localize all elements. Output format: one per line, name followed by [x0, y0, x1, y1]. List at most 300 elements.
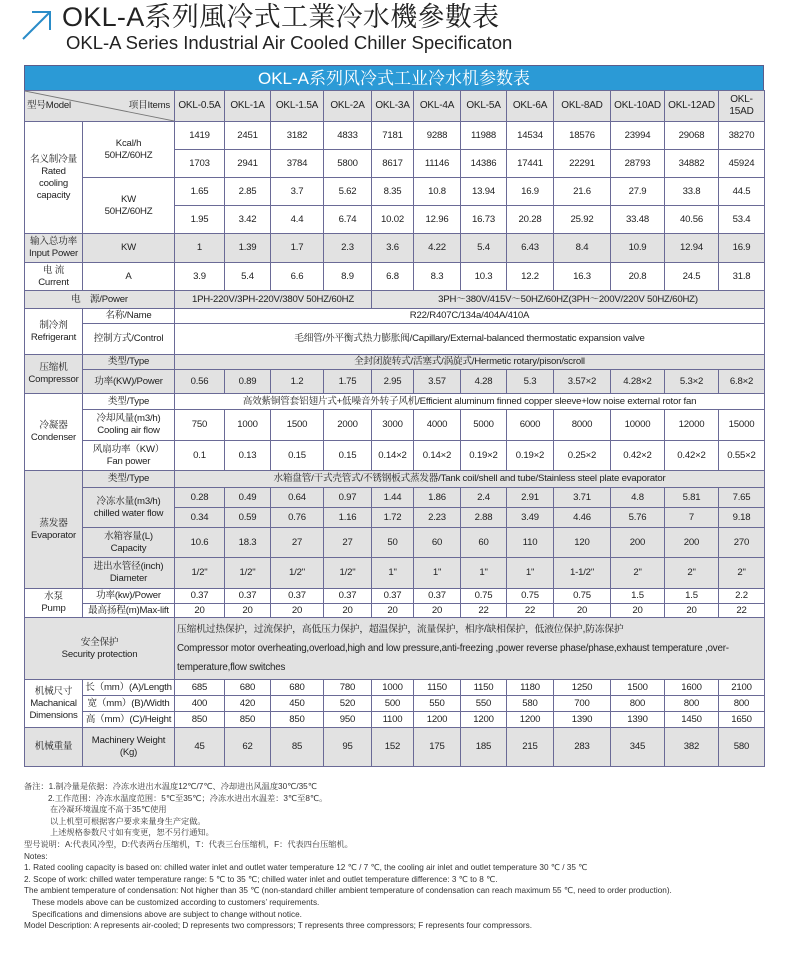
value-cell: 27: [324, 528, 372, 558]
note-line-cn: 备注：1.制冷量是依据：冷冻水进出水温度12℃/7℃、冷却进出风温度30℃/35℃: [24, 782, 317, 791]
page-heading: [0, 0, 790, 60]
value-span-cell: 水箱盘管/干式壳管式/不锈钢板式蒸发器/Tank coil/shell and tube/Stainless steel plate evaporator: [175, 471, 765, 488]
spec-table: [24, 90, 765, 767]
table-row: [25, 618, 765, 680]
value-cell: 12.94: [665, 234, 719, 263]
value-cell: 1-1/2": [554, 558, 611, 589]
value-cell: 0.15: [324, 441, 372, 471]
value-cell: 185: [461, 728, 507, 767]
note-line-en: These models above can be customized according to customers’ requirements.: [32, 897, 320, 907]
value-cell: 1500: [271, 410, 324, 441]
value-cell: 1.65: [175, 178, 225, 206]
value-cell: 5.76: [611, 508, 665, 528]
value-span-cell: 全封闭旋转式/活塞式/涡旋式/Hermetic rotary/pison/scroll: [175, 355, 765, 370]
note-line-en: Notes:: [24, 851, 48, 861]
value-cell: 2.88: [461, 508, 507, 528]
group-label-cell: 电 源/Power: [25, 291, 175, 309]
notes: [24, 781, 784, 932]
value-cell: 4.46: [554, 508, 611, 528]
item-label-cell: 冷冻水量(m3/h) chilled water flow: [83, 488, 175, 528]
value-cell: 3.57: [414, 370, 461, 394]
value-cell: 1200: [507, 712, 554, 728]
value-cell: 1.44: [372, 488, 414, 508]
value-cell: 3000: [372, 410, 414, 441]
table-row: [25, 528, 765, 558]
model-header: OKL-15AD: [719, 91, 765, 122]
item-label-cell: 风扇功率（KW） Fan power: [83, 441, 175, 471]
value-cell: 0.97: [324, 488, 372, 508]
item-label-cell: KW: [83, 234, 175, 263]
value-cell: 270: [719, 528, 765, 558]
value-cell: 10000: [611, 410, 665, 441]
value-cell: 3.9: [175, 263, 225, 291]
value-cell: 1000: [372, 680, 414, 696]
value-cell: 60: [461, 528, 507, 558]
value-cell: 33.8: [665, 178, 719, 206]
value-cell: 800: [611, 696, 665, 712]
group-label-cell: 蒸发器 Evaporator: [25, 471, 83, 589]
table-title: OKL-A系列风冷式工业冷水机参数表: [24, 65, 764, 90]
item-label-cell: 类型/Type: [83, 355, 175, 370]
model-header: OKL-6A: [507, 91, 554, 122]
value-cell: 2.91: [507, 488, 554, 508]
value-cell: 13.94: [461, 178, 507, 206]
group-label-cell: 机械重量: [25, 728, 83, 767]
value-cell: 1200: [414, 712, 461, 728]
value-cell: 152: [372, 728, 414, 767]
value-cell: 0.49: [225, 488, 271, 508]
value-cell: 2": [719, 558, 765, 589]
value-cell: 7181: [372, 122, 414, 150]
value-cell: 34882: [665, 150, 719, 178]
value-cell: 2": [611, 558, 665, 589]
value-cell: 0.42×2: [665, 441, 719, 471]
value-cell: 1000: [225, 410, 271, 441]
value-cell: 0.19×2: [507, 441, 554, 471]
value-cell: 0.14×2: [372, 441, 414, 471]
value-cell: 500: [372, 696, 414, 712]
group-label-cell: 冷凝器 Condenser: [25, 394, 83, 471]
value-cell: 1.75: [324, 370, 372, 394]
value-cell: 10.8: [414, 178, 461, 206]
model-header: OKL-3A: [372, 91, 414, 122]
security-text-cell: 压缩机过热保护，过流保护，高低压力保护，超温保护，流量保护，相序/缺相保护，低液位保护,防冻保护 Compressor motor overheating,overload,high and low pressure,anti-freezing ,power reverse phase/phase,exhaust temperature ,over-temperature,flow switches: [175, 618, 765, 680]
table-row: [25, 728, 765, 767]
value-cell: 6.74: [324, 206, 372, 234]
value-cell: 12.96: [414, 206, 461, 234]
items-label: 项目Items: [128, 100, 170, 111]
value-cell: 5.3: [507, 370, 554, 394]
value-cell: 4.22: [414, 234, 461, 263]
value-cell: 215: [507, 728, 554, 767]
value-cell: 1.5: [665, 589, 719, 604]
value-cell: 4.28: [461, 370, 507, 394]
value-cell: 950: [324, 712, 372, 728]
value-cell: 25.92: [554, 206, 611, 234]
value-cell: 12.2: [507, 263, 554, 291]
item-label-cell: 类型/Type: [83, 394, 175, 410]
value-cell: 1600: [665, 680, 719, 696]
value-cell: 20: [554, 604, 611, 618]
value-cell: 1150: [414, 680, 461, 696]
value-cell: 850: [271, 712, 324, 728]
value-cell: 1": [372, 558, 414, 589]
value-cell: 0.37: [271, 589, 324, 604]
value-cell: 1.86: [414, 488, 461, 508]
value-cell: 20: [665, 604, 719, 618]
group-label-cell: 安全保护 Security protection: [25, 618, 175, 680]
model-header: OKL-12AD: [665, 91, 719, 122]
value-cell: 20.8: [611, 263, 665, 291]
table-row: [25, 558, 765, 589]
table-row: [25, 309, 765, 324]
value-cell: 7.65: [719, 488, 765, 508]
table-row: [25, 410, 765, 441]
value-cell: 50: [372, 528, 414, 558]
value-cell: 580: [719, 728, 765, 767]
value-cell: 85: [271, 728, 324, 767]
value-cell: 0.37: [372, 589, 414, 604]
value-cell: 6.6: [271, 263, 324, 291]
value-cell: 680: [271, 680, 324, 696]
value-cell: 1.95: [175, 206, 225, 234]
value-cell: 1/2": [271, 558, 324, 589]
value-cell: 0.37: [324, 589, 372, 604]
note-line-en: 1. Rated cooling capacity is based on: chilled water inlet and outlet water temperature 12 ℃ / 7 ℃, the cooling air inlet and outlet temperature 30 ℃ / 35 ℃: [24, 863, 588, 873]
value-cell: 0.56: [175, 370, 225, 394]
value-cell: 15000: [719, 410, 765, 441]
value-cell: 1/2": [324, 558, 372, 589]
value-cell: 3.49: [507, 508, 554, 528]
value-cell: 1100: [372, 712, 414, 728]
value-cell: 800: [719, 696, 765, 712]
group-label-cell: 水泵 Pump: [25, 589, 83, 618]
note-line-en: Specifications and dimensions above are subject to change without notice.: [32, 909, 302, 919]
group-label-cell: 电 流 Current: [25, 263, 83, 291]
value-cell: 1": [507, 558, 554, 589]
value-cell: 40.56: [665, 206, 719, 234]
value-cell: 4.28×2: [611, 370, 665, 394]
header-row: [25, 91, 765, 122]
value-cell: 20.28: [507, 206, 554, 234]
value-cell: 850: [225, 712, 271, 728]
item-label-cell: 最高扬程(m)Max-lift: [83, 604, 175, 618]
value-cell: 6.8×2: [719, 370, 765, 394]
value-cell: 20: [271, 604, 324, 618]
group-label-cell: 制冷剂 Refrigerant: [25, 309, 83, 355]
value-cell: 0.59: [225, 508, 271, 528]
value-cell: 4000: [414, 410, 461, 441]
item-label-cell: 名称/Name: [83, 309, 175, 324]
note-line-cn: 型号说明：A:代表风冷型，D:代表两台压缩机，T：代表三台压缩机，F：代表四台压缩机。: [24, 839, 353, 849]
value-cell: 11146: [414, 150, 461, 178]
arrow-up-right-icon: [20, 8, 54, 42]
title-chinese: OKL-A系列風冷式工業冷水機參數表: [62, 2, 500, 32]
table-row: [25, 122, 765, 150]
value-cell: 420: [225, 696, 271, 712]
table-row: [25, 355, 765, 370]
value-cell: 2451: [225, 122, 271, 150]
value-cell: 1.7: [271, 234, 324, 263]
value-cell: 5.4: [225, 263, 271, 291]
value-cell: 1500: [611, 680, 665, 696]
value-cell: 4.8: [611, 488, 665, 508]
model-label: 型号Model: [27, 100, 71, 111]
value-cell: 9288: [414, 122, 461, 150]
value-cell: 2.85: [225, 178, 271, 206]
value-cell: 10.6: [175, 528, 225, 558]
model-header: OKL-4A: [414, 91, 461, 122]
value-cell: 8.9: [324, 263, 372, 291]
value-cell: 1: [175, 234, 225, 263]
value-cell: 14386: [461, 150, 507, 178]
value-cell: 1390: [554, 712, 611, 728]
value-cell: 3182: [271, 122, 324, 150]
model-header: OKL-0.5A: [175, 91, 225, 122]
value-cell: 16.9: [507, 178, 554, 206]
table-row: [25, 604, 765, 618]
table-row: [25, 291, 765, 309]
value-cell: 22: [719, 604, 765, 618]
value-cell: 1390: [611, 712, 665, 728]
value-cell: 5000: [461, 410, 507, 441]
value-cell: 0.37: [225, 589, 271, 604]
table-row: [25, 712, 765, 728]
value-cell: 18576: [554, 122, 611, 150]
value-cell: 550: [461, 696, 507, 712]
table-row: [25, 263, 765, 291]
value-cell: 20: [324, 604, 372, 618]
value-cell: 345: [611, 728, 665, 767]
value-cell: 0.37: [414, 589, 461, 604]
value-cell: 24.5: [665, 263, 719, 291]
value-cell: 3.42: [225, 206, 271, 234]
value-cell: 16.3: [554, 263, 611, 291]
value-cell: 0.89: [225, 370, 271, 394]
group-label-cell: 机械尺寸 Machanical Dimensions: [25, 680, 83, 728]
value-span-cell: 1PH-220V/3PH-220V/380V 50HZ/60HZ: [175, 291, 372, 309]
value-cell: 2.2: [719, 589, 765, 604]
note-line-en: Model Description: A represents air-cooled; D represents two compressors; T represents three compressors; F represents four compressors.: [24, 921, 532, 931]
value-cell: 700: [554, 696, 611, 712]
model-header: OKL-10AD: [611, 91, 665, 122]
value-cell: 44.5: [719, 178, 765, 206]
value-cell: 200: [611, 528, 665, 558]
item-label-cell: 控制方式/Control: [83, 324, 175, 355]
value-cell: 45924: [719, 150, 765, 178]
header-corner-cell: [25, 91, 175, 122]
item-label-cell: 宽（mm）(B)/Width: [83, 696, 175, 712]
value-cell: 450: [271, 696, 324, 712]
table-row: [25, 471, 765, 488]
group-label-cell: 名义制冷量 Rated cooling capacity: [25, 122, 83, 234]
value-cell: 12000: [665, 410, 719, 441]
value-cell: 62: [225, 728, 271, 767]
model-header: OKL-1.5A: [271, 91, 324, 122]
item-label-cell: 功率(kw)/Power: [83, 589, 175, 604]
note-line-cn: 2.工作范围：冷冻水温度范围：5℃至35℃；冷冻水进出水温差：3℃至8℃。: [48, 793, 328, 803]
value-cell: 28793: [611, 150, 665, 178]
value-cell: 0.25×2: [554, 441, 611, 471]
note-line-cn: 以上机型可根据客户要求来量身生产定做。: [50, 816, 206, 826]
value-cell: 1180: [507, 680, 554, 696]
value-cell: 0.28: [175, 488, 225, 508]
table-row: [25, 234, 765, 263]
value-cell: 685: [175, 680, 225, 696]
spec-table-container: [24, 65, 764, 767]
value-cell: 0.34: [175, 508, 225, 528]
value-cell: 60: [414, 528, 461, 558]
note-line-en: 2. Scope of work: chilled water temperature range: 5 ℃ to 35 ℃; chilled water inlet and outlet temperature difference: 3 ℃ to 8 ℃.: [24, 874, 498, 884]
value-cell: 8.3: [414, 263, 461, 291]
value-cell: 0.37: [175, 589, 225, 604]
value-cell: 5.3×2: [665, 370, 719, 394]
value-cell: 1": [461, 558, 507, 589]
value-cell: 175: [414, 728, 461, 767]
value-cell: 10.02: [372, 206, 414, 234]
value-cell: 0.75: [554, 589, 611, 604]
value-cell: 20: [414, 604, 461, 618]
value-cell: 2.4: [461, 488, 507, 508]
value-cell: 1.5: [611, 589, 665, 604]
note-line-cn: 在冷凝环境温度不高于35℃使用: [50, 805, 167, 815]
value-cell: 53.4: [719, 206, 765, 234]
value-cell: 33.48: [611, 206, 665, 234]
value-cell: 20: [175, 604, 225, 618]
value-cell: 10.3: [461, 263, 507, 291]
value-cell: 1": [414, 558, 461, 589]
item-label-cell: 水箱容量(L) Capacity: [83, 528, 175, 558]
value-cell: 550: [414, 696, 461, 712]
table-row: [25, 696, 765, 712]
value-cell: 200: [665, 528, 719, 558]
value-cell: 1/2": [175, 558, 225, 589]
table-row: [25, 324, 765, 355]
value-cell: 11988: [461, 122, 507, 150]
value-cell: 10.9: [611, 234, 665, 263]
value-cell: 1150: [461, 680, 507, 696]
item-label-cell: 进出水管径(inch) Diameter: [83, 558, 175, 589]
model-header: OKL-1A: [225, 91, 271, 122]
value-cell: 0.14×2: [414, 441, 461, 471]
value-cell: 95: [324, 728, 372, 767]
table-row: [25, 370, 765, 394]
value-cell: 2.23: [414, 508, 461, 528]
table-row: [25, 178, 765, 206]
value-cell: 4.4: [271, 206, 324, 234]
value-span-cell: 3PH～380V/415V～50HZ/60HZ(3PH～200V/220V 50HZ/60HZ): [372, 291, 765, 309]
table-row: [25, 441, 765, 471]
value-cell: 110: [507, 528, 554, 558]
value-cell: 22291: [554, 150, 611, 178]
value-cell: 0.75: [461, 589, 507, 604]
value-cell: 3.71: [554, 488, 611, 508]
value-cell: 1.16: [324, 508, 372, 528]
value-cell: 1650: [719, 712, 765, 728]
value-cell: 1250: [554, 680, 611, 696]
table-row: [25, 589, 765, 604]
value-cell: 680: [225, 680, 271, 696]
value-cell: 0.15: [271, 441, 324, 471]
value-cell: 2.95: [372, 370, 414, 394]
value-cell: 0.1: [175, 441, 225, 471]
value-cell: 21.6: [554, 178, 611, 206]
value-cell: 520: [324, 696, 372, 712]
value-cell: 800: [665, 696, 719, 712]
item-label-cell: A: [83, 263, 175, 291]
value-cell: 2000: [324, 410, 372, 441]
model-header: OKL-8AD: [554, 91, 611, 122]
value-cell: 8617: [372, 150, 414, 178]
value-cell: 1200: [461, 712, 507, 728]
value-span-cell: 毛细管/外平衡式热力膨胀阀/Capillary/External-balanced thermostatic expansion valve: [175, 324, 765, 355]
value-cell: 1.72: [372, 508, 414, 528]
value-cell: 0.19×2: [461, 441, 507, 471]
value-cell: 2100: [719, 680, 765, 696]
value-cell: 20: [225, 604, 271, 618]
value-cell: 29068: [665, 122, 719, 150]
table-row: [25, 488, 765, 508]
value-cell: 9.18: [719, 508, 765, 528]
table-row: [25, 680, 765, 696]
value-cell: 4833: [324, 122, 372, 150]
item-label-cell: Kcal/h 50HZ/60HZ: [83, 122, 175, 178]
value-span-cell: 高效紫铜管套铝翅片式+低噪音外转子风机/Efficient aluminum finned copper sleeve+low noise external rotor fan: [175, 394, 765, 410]
value-cell: 14534: [507, 122, 554, 150]
value-cell: 580: [507, 696, 554, 712]
value-cell: 5.81: [665, 488, 719, 508]
value-cell: 7: [665, 508, 719, 528]
model-header: OKL-2A: [324, 91, 372, 122]
title-english: OKL-A Series Industrial Air Cooled Chiller Specificaton: [66, 32, 513, 53]
value-cell: 45: [175, 728, 225, 767]
value-cell: 3784: [271, 150, 324, 178]
value-cell: 8.4: [554, 234, 611, 263]
value-cell: 1/2": [225, 558, 271, 589]
item-label-cell: Machinery Weight (Kg): [83, 728, 175, 767]
value-cell: 1419: [175, 122, 225, 150]
table-row: [25, 394, 765, 410]
value-cell: 22: [507, 604, 554, 618]
value-cell: 850: [175, 712, 225, 728]
value-cell: 0.64: [271, 488, 324, 508]
value-cell: 5.62: [324, 178, 372, 206]
value-cell: 6000: [507, 410, 554, 441]
value-cell: 0.42×2: [611, 441, 665, 471]
value-cell: 31.8: [719, 263, 765, 291]
value-cell: 3.57×2: [554, 370, 611, 394]
item-label-cell: 功率(KW)/Power: [83, 370, 175, 394]
value-cell: 27.9: [611, 178, 665, 206]
model-header: OKL-5A: [461, 91, 507, 122]
value-cell: 8000: [554, 410, 611, 441]
value-cell: 780: [324, 680, 372, 696]
value-span-cell: R22/R407C/134a/404A/410A: [175, 309, 765, 324]
group-label-cell: 压缩机 Compressor: [25, 355, 83, 394]
value-cell: 750: [175, 410, 225, 441]
value-cell: 0.76: [271, 508, 324, 528]
item-label-cell: 类型/Type: [83, 471, 175, 488]
value-cell: 6.8: [372, 263, 414, 291]
value-cell: 18.3: [225, 528, 271, 558]
note-line-cn: 上述规格参数尺寸如有变更，恕不另行通知。: [50, 828, 214, 838]
value-cell: 16.73: [461, 206, 507, 234]
group-label-cell: 输入总功率 Input Power: [25, 234, 83, 263]
value-cell: 120: [554, 528, 611, 558]
item-label-cell: 长（mm）(A)/Length: [83, 680, 175, 696]
value-cell: 2941: [225, 150, 271, 178]
value-cell: 0.13: [225, 441, 271, 471]
